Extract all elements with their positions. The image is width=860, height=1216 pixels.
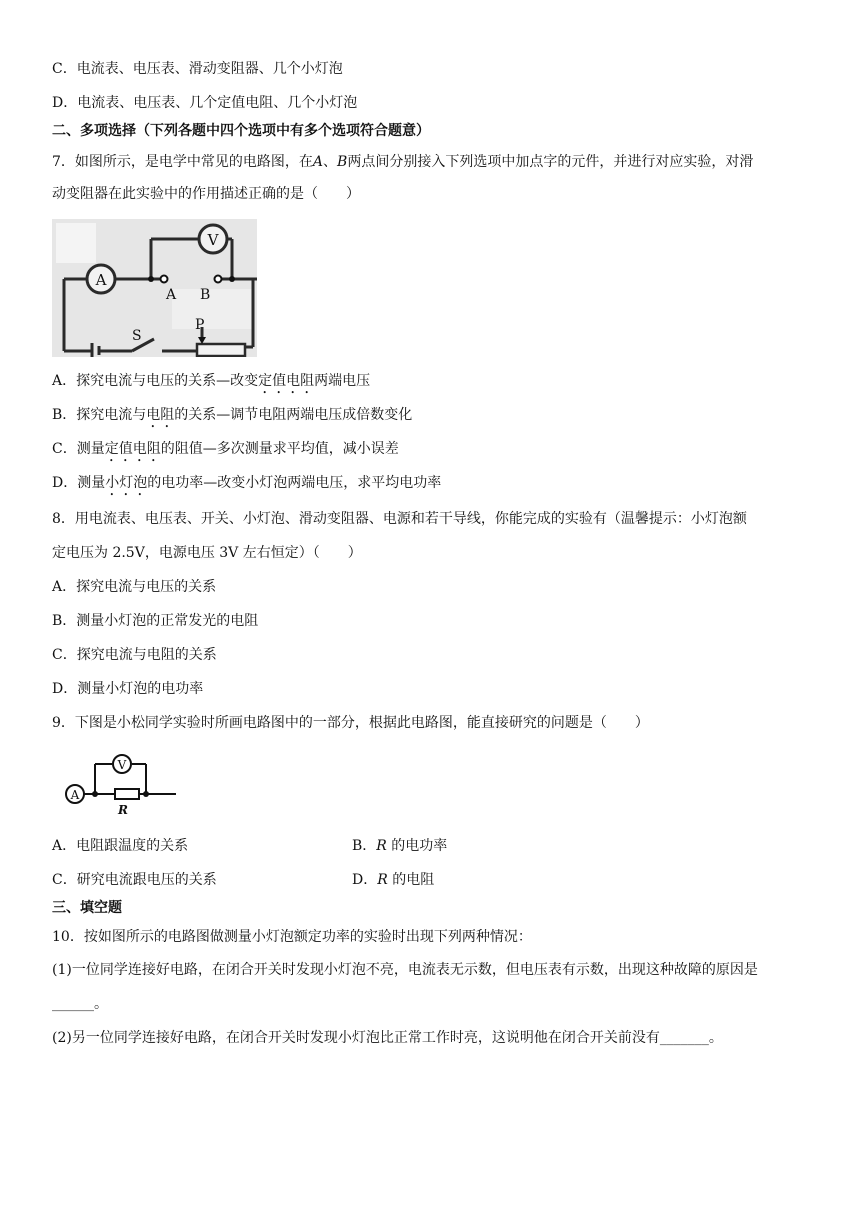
q9-resistor-label: R <box>118 803 128 816</box>
q7-point-a-label: A <box>166 287 177 303</box>
q8-option-a: A．探究电流与电压的关系 <box>52 579 217 595</box>
rheostat-icon <box>197 344 245 356</box>
q7-switch-label: S <box>132 328 142 344</box>
q7-ammeter-label: A <box>95 271 107 289</box>
q9-option-a: A．电阻跟温度的关系 <box>52 838 189 854</box>
q10-stem: 10．按如图所示的电路图做测量小灯泡额定功率的实验时出现下列两种情况： <box>52 929 532 945</box>
q9-voltmeter-label: V <box>117 758 127 772</box>
q7-slider-label: P <box>195 317 205 333</box>
q9-stem: 9．下图是小松同学实验时所画电路图中的一部分，根据此电路图，能直接研究的问题是（ ） <box>52 715 649 731</box>
q7-point-b-label: B <box>200 287 211 303</box>
q7-option-d: D．测量小灯泡的电功率—改变小灯泡两端电压，求平均电功率 <box>52 475 442 491</box>
q7-option-c: C．测量定值电阻的阻值—多次测量求平均值，减小误差 <box>52 441 399 457</box>
q7-option-a: A．探究电流与电压的关系—改变定值电阻两端电压 <box>52 373 371 389</box>
q7-voltmeter-label: V <box>207 231 219 249</box>
q9-option-b: B．R 的电功率 <box>352 838 448 854</box>
q7-option-b: B．探究电流与电阻的关系—调节电阻两端电压成倍数变化 <box>52 407 413 423</box>
q9-ammeter-label: A <box>70 788 80 802</box>
q8-stem-line1: 8．用电流表、电压表、开关、小灯泡、滑动变阻器、电源和若干导线，你能完成的实验有（温馨提示：小灯泡额 <box>52 511 747 527</box>
q6-option-c: C．电流表、电压表、滑动变阻器、几个小灯泡 <box>52 61 343 77</box>
q7-stem-line2: 动变阻器在此实验中的作用描述正确的是（ ） <box>52 186 360 202</box>
q8-option-c: C．探究电流与电阻的关系 <box>52 647 217 663</box>
q8-stem-line2: 定电压为 2.5V，电源电压 3V 左右恒定）（ ） <box>52 545 362 561</box>
q7-stem-line1: 7．如图所示，是电学中常见的电路图，在A、B两点间分别接入下列选项中加点字的元件，并进行对应实验，对滑 <box>52 154 754 170</box>
q9-circuit-figure <box>60 752 176 816</box>
q10-part1-line2: ______。 <box>52 996 108 1012</box>
section3-title: 三、填空题 <box>52 900 122 916</box>
q9-option-c: C．研究电流跟电压的关系 <box>52 872 217 888</box>
q8-option-b: B．测量小灯泡的正常发光的电阻 <box>52 613 259 629</box>
section2-title: 二、多项选择（下列各题中四个选项中有多个选项符合题意） <box>52 123 430 139</box>
q10-part1-line1: (1)一位同学连接好电路，在闭合开关时发现小灯泡不亮，电流表无示数，但电压表有示数，出现这种故障的原因是 <box>52 962 758 978</box>
q9-option-d: D．R 的电阻 <box>352 872 435 888</box>
q9-resistor-icon <box>115 789 139 799</box>
q6-option-d: D．电流表、电压表、几个定值电阻、几个小灯泡 <box>52 95 358 111</box>
q10-part2: (2)另一位同学连接好电路，在闭合开关时发现小灯泡比正常工作时亮，这说明他在闭合开关前没有_______。 <box>52 1030 723 1046</box>
q8-option-d: D．测量小灯泡的电功率 <box>52 681 204 697</box>
q7-circuit-figure <box>52 219 257 357</box>
